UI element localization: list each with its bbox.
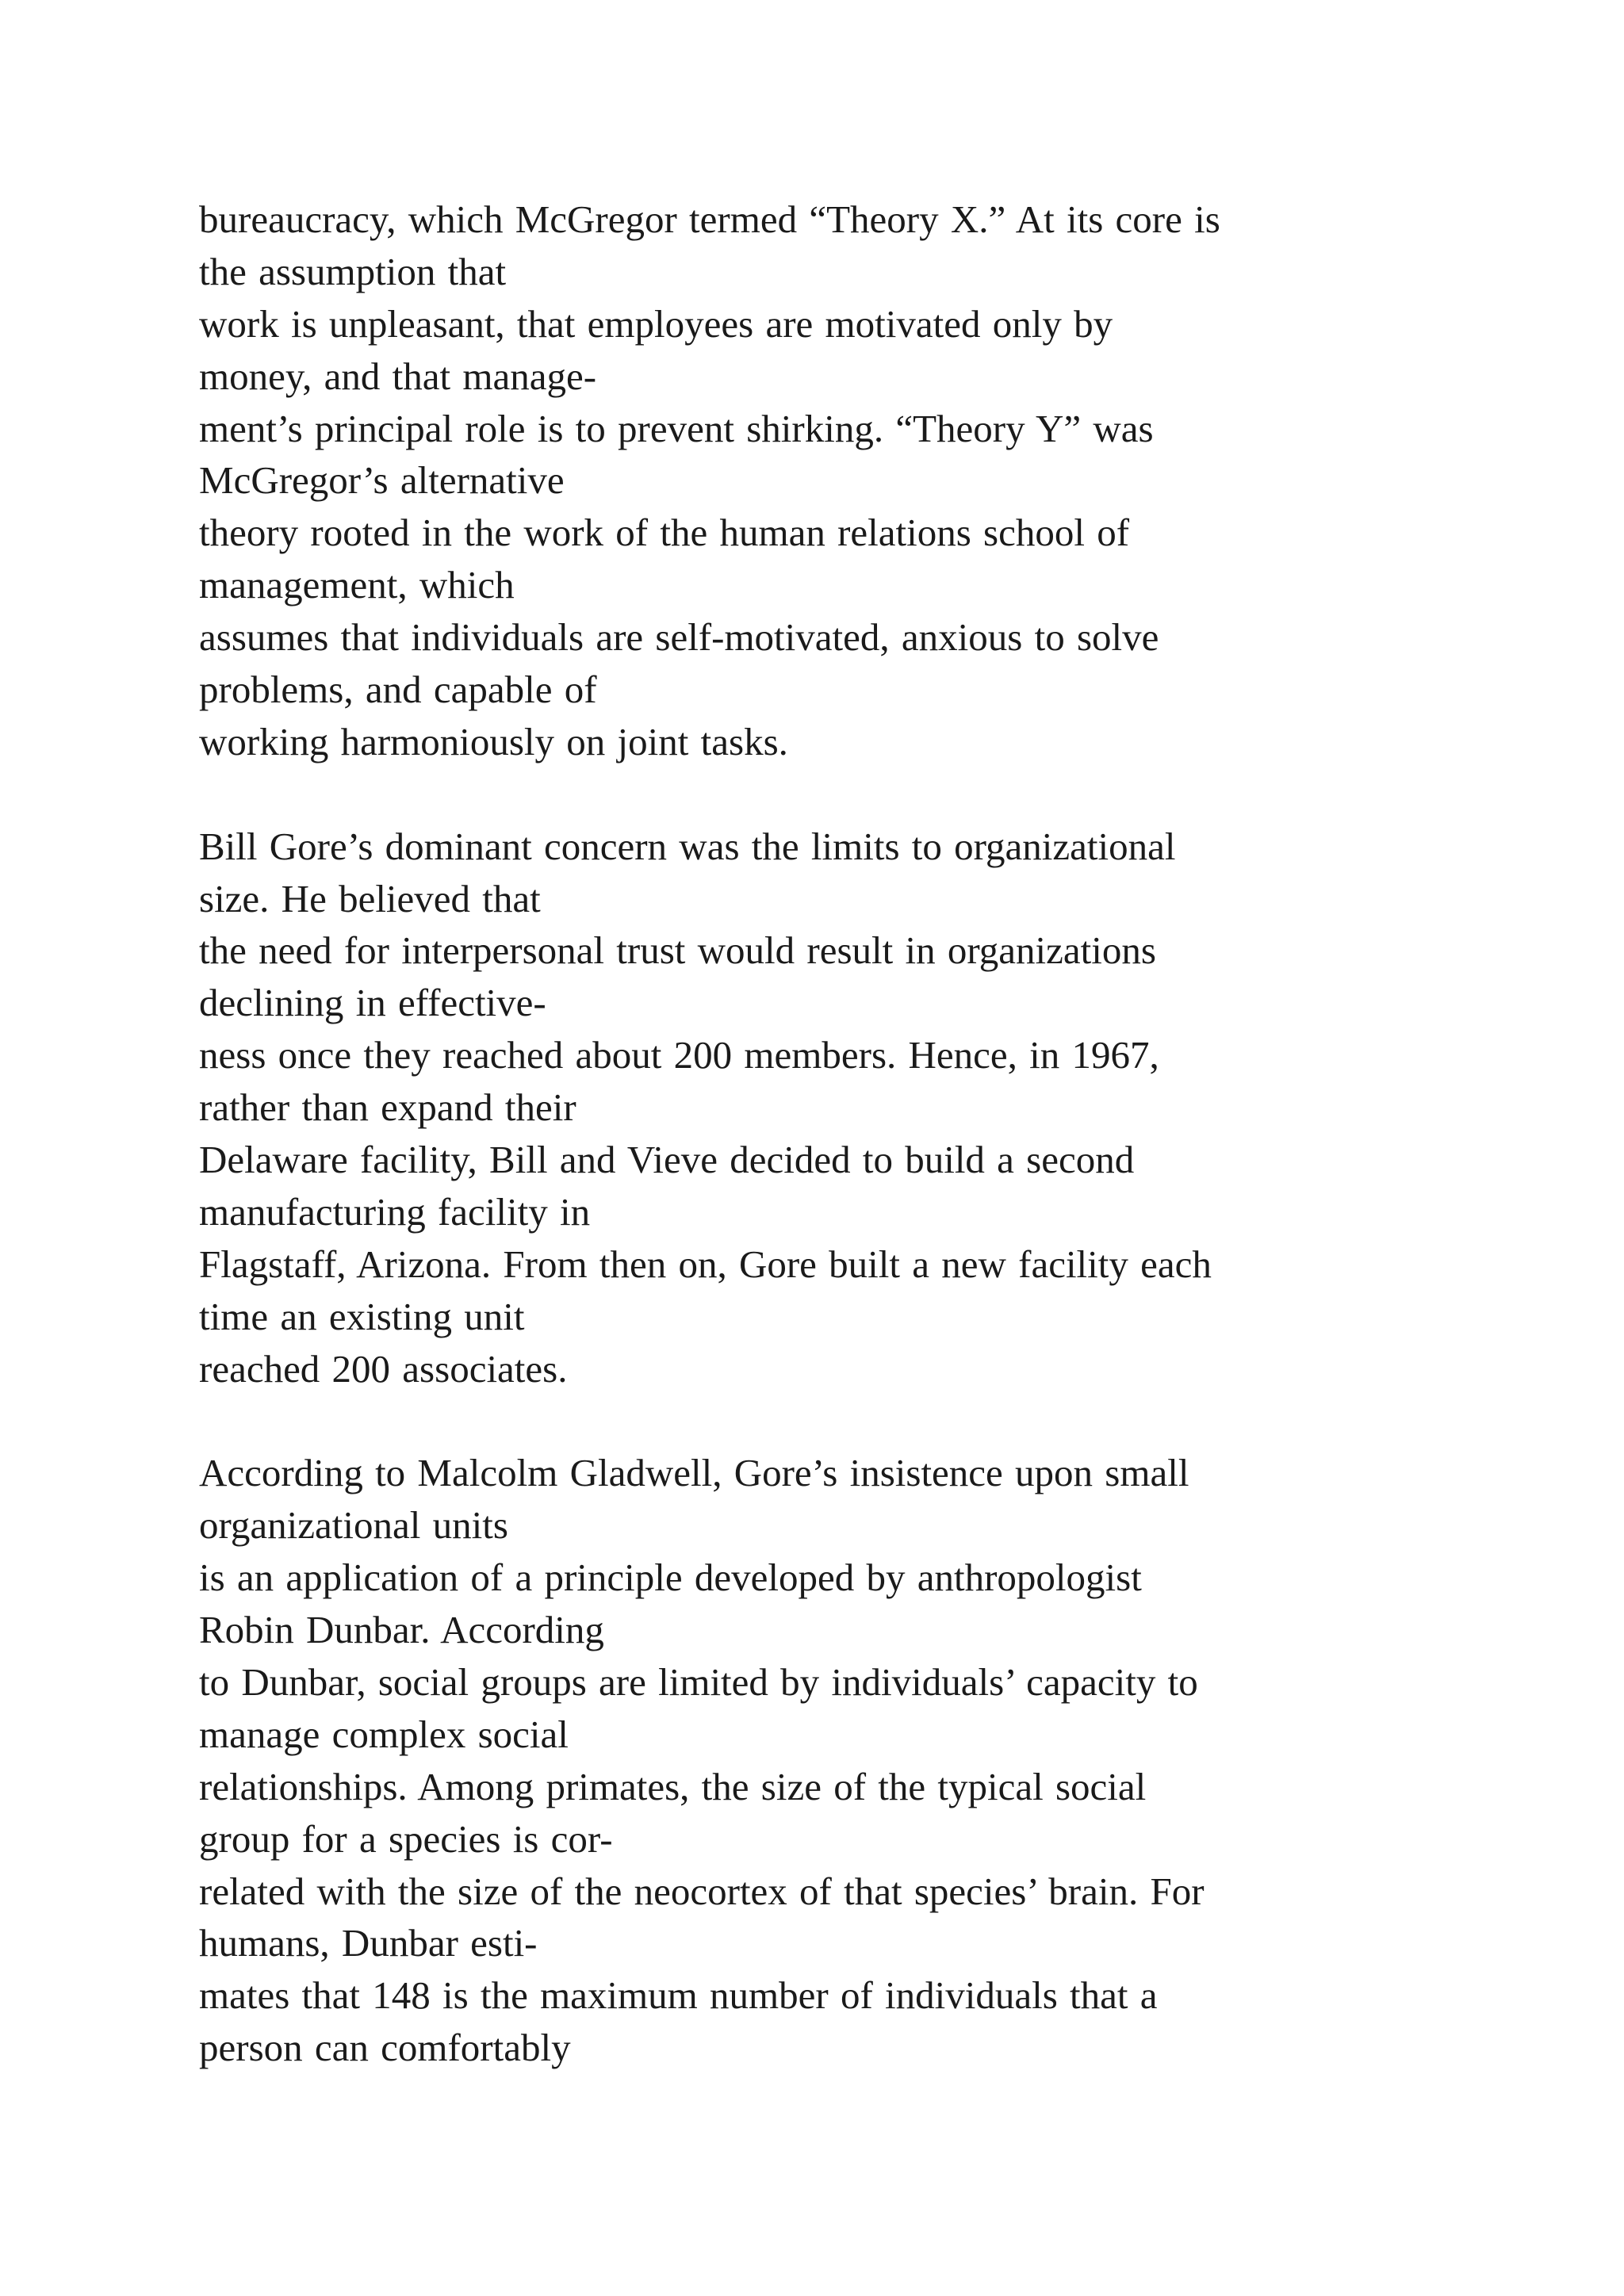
text-line: theory rooted in the work of the human relations school of	[199, 511, 1130, 555]
text-line: time an existing unit	[199, 1294, 525, 1338]
text-line: rather than expand their	[199, 1085, 576, 1130]
paragraph	[199, 193, 1595, 768]
text-line: group for a species is cor-	[199, 1816, 613, 1861]
text-line: ment’s principal role is to prevent shirking. “Theory Y” was	[199, 406, 1154, 450]
text-line: manufacturing facility in	[199, 1189, 591, 1234]
text-line: mates that 148 is the maximum number of individuals that a	[199, 1973, 1158, 2018]
body-text	[199, 193, 1595, 2074]
text-line: Bill Gore’s dominant concern was the limits to organizational	[199, 824, 1176, 868]
text-line: According to Malcolm Gladwell, Gore’s insistence upon small	[199, 1451, 1189, 1495]
text-line: assumes that individuals are self-motivated, anxious to solve	[199, 615, 1159, 660]
text-line: Flagstaff, Arizona. From then on, Gore built a new facility each	[199, 1242, 1212, 1286]
text-line: manage complex social	[199, 1712, 569, 1756]
text-line: declining in effective-	[199, 981, 546, 1025]
text-line: management, which	[199, 563, 515, 607]
text-line: size. He believed that	[199, 876, 541, 920]
text-line: reached 200 associates.	[199, 1346, 568, 1391]
text-line: relationships. Among primates, the size of the typical social	[199, 1764, 1147, 1808]
text-line: bureaucracy, which McGregor termed “Theory X.” At its core is	[199, 197, 1220, 241]
text-line: work is unpleasant, that employees are motivated only by	[199, 301, 1113, 346]
text-line: working harmoniously on joint tasks.	[199, 719, 788, 763]
text-line: the assumption that	[199, 249, 507, 293]
text-line: Delaware facility, Bill and Vieve decided to build a second	[199, 1138, 1135, 1182]
text-line: organizational units	[199, 1503, 508, 1548]
text-line: related with the size of the neocortex of that species’ brain. For	[199, 1869, 1205, 1913]
text-line: is an application of a principle developed by anthropologist	[199, 1556, 1142, 1600]
text-line: the need for interpersonal trust would result in organizations	[199, 928, 1156, 973]
paragraph	[199, 1447, 1595, 2074]
paragraph-gap	[199, 1395, 1595, 1447]
text-line: humans, Dunbar esti-	[199, 1921, 538, 1965]
text-line: McGregor’s alternative	[199, 458, 565, 503]
text-line: problems, and capable of	[199, 668, 597, 712]
paragraph-gap	[199, 768, 1595, 821]
text-line: money, and that manage-	[199, 354, 597, 398]
text-line: to Dunbar, social groups are limited by individuals’ capacity to	[199, 1659, 1198, 1704]
text-line: person can comfortably	[199, 2026, 571, 2070]
text-line: ness once they reached about 200 members. Hence, in 1967,	[199, 1033, 1159, 1077]
text-line: Robin Dunbar. According	[199, 1608, 604, 1652]
paragraph	[199, 821, 1595, 1395]
